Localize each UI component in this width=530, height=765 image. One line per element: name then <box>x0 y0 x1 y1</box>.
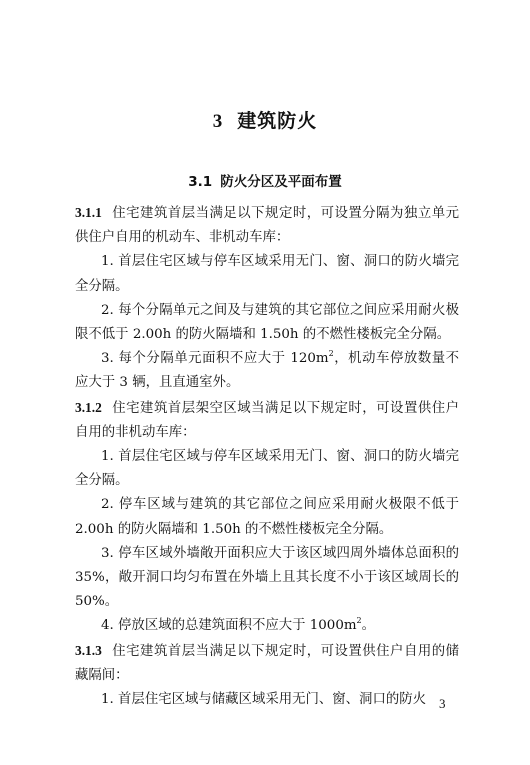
page-number: 3 <box>439 696 446 711</box>
chapter-title: 建筑防火 <box>237 110 318 132</box>
clause-text: 住宅建筑首层架空区域当满足以下规定时，可设置供住户自用的非机动车库： <box>75 400 459 440</box>
section-heading <box>0 170 530 190</box>
clause-item: 1. 首层住宅区域与停车区域采用无门、窗、洞口的防火墙完全分隔。 <box>75 254 459 294</box>
clause-item-text: 3. 每个分隔单元面积不应大于 120m <box>101 351 329 367</box>
clause-item: 2. 停车区域与建筑的其它部位之间应采用耐火极限不低于 2.00h 的防火隔墙和 1.50h 的不燃性楼板完全分隔。 <box>75 497 459 537</box>
clause-text: 住宅建筑首层当满足以下规定时，可设置分隔为独立单元供住户自用的机动车、非机动车库： <box>75 206 459 246</box>
superscript: 2 <box>356 616 362 626</box>
chapter-heading <box>0 106 530 133</box>
clause-number: 3.1.2 <box>75 399 102 415</box>
body-text <box>75 201 459 712</box>
clause-item <box>75 347 459 395</box>
superscript: 2 <box>328 349 334 359</box>
clause-number: 3.1.3 <box>75 642 102 658</box>
clause-3-1-3 <box>75 639 459 688</box>
section-title: 防火分区及平面布置 <box>220 174 342 190</box>
section-number: 3.1 <box>188 174 213 190</box>
clause-item: 3. 停车区域外墙敞开面积应大于该区域四周外墙体总面积的 35%，敞开洞口均匀布置在外墙上且其长度不小于该区域周长的 50%。 <box>75 545 459 610</box>
clause-item: 1. 首层住宅区域与储藏区域采用无门、窗、洞口的防火 <box>101 692 427 708</box>
clause-number: 3.1.1 <box>75 205 102 220</box>
clause-item-text: 4. 停放区域的总建筑面积不应大于 1000m <box>101 618 357 634</box>
clause-item <box>75 614 459 638</box>
clause-text: 住宅建筑首层当满足以下规定时，可设置供住户自用的储藏隔间： <box>75 643 459 683</box>
clause-3-1-2 <box>75 396 459 445</box>
clause-3-1-1 <box>75 201 459 250</box>
clause-item: 2. 每个分隔单元之间及与建筑的其它部位之间应采用耐火极限不低于 2.00h 的防火隔墙和 1.50h 的不燃性楼板完全分隔。 <box>75 302 459 343</box>
clause-item-text: 。 <box>361 618 376 634</box>
chapter-number: 3 <box>212 111 224 132</box>
clause-item-text: ，机动车停放数量不应大于 3 辆，且直通室外。 <box>75 351 460 391</box>
clause-item: 1. 首层住宅区域与停车区域采用无门、窗、洞口的防火墙完全分隔。 <box>75 449 459 489</box>
